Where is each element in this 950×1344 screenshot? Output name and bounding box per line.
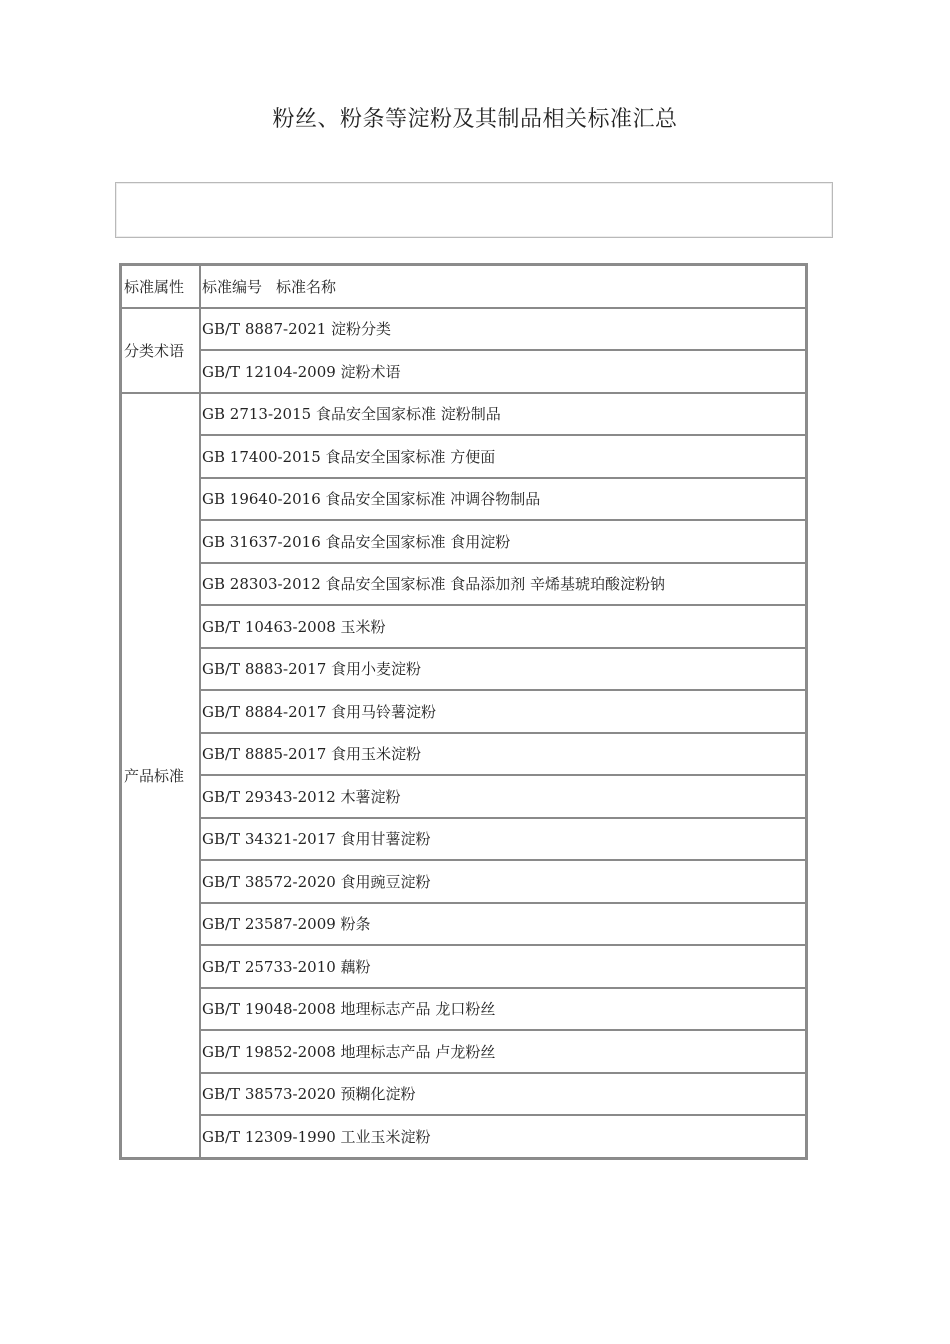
empty-text-box [115,182,833,238]
standard-cell: GB 31637-2016 食品安全国家标准 食用淀粉 [200,520,806,563]
standard-cell: GB/T 23587-2009 粉条 [200,903,806,946]
standard-cell: GB 28303-2012 食品安全国家标准 食品添加剂 辛烯基琥珀酸淀粉钠 [200,563,806,606]
table-row [121,690,806,733]
table-row [121,605,806,648]
table-row [121,520,806,563]
table-row [121,393,806,436]
standard-cell: GB/T 8887-2021 淀粉分类 [200,308,806,351]
standard-cell: GB 19640-2016 食品安全国家标准 冲调谷物制品 [200,478,806,521]
header-code-label: 标准编号 [202,277,263,296]
table-row [121,903,806,946]
table-row [121,478,806,521]
table-row [121,308,806,351]
standard-cell: GB/T 8885-2017 食用玉米淀粉 [200,733,806,776]
table-row [121,648,806,691]
page-title: 粉丝、粉条等淀粉及其制品相关标准汇总 [272,107,678,132]
table-row [121,1030,806,1073]
standard-cell: GB/T 19048-2008 地理标志产品 龙口粉丝 [200,988,806,1031]
table-row [121,818,806,861]
standard-cell: GB 17400-2015 食品安全国家标准 方便面 [200,435,806,478]
table-row [121,775,806,818]
table-row [121,435,806,478]
table-row [121,1115,806,1158]
table-header-row [121,265,806,308]
standard-cell: GB/T 12104-2009 淀粉术语 [200,350,806,393]
standard-cell: GB/T 29343-2012 木薯淀粉 [200,775,806,818]
table-row [121,945,806,988]
table-row [121,860,806,903]
standards-table [119,263,808,1160]
table-row [121,350,806,393]
standard-cell: GB/T 8883-2017 食用小麦淀粉 [200,648,806,691]
standard-cell: GB/T 25733-2010 藕粉 [200,945,806,988]
standard-cell: GB/T 34321-2017 食用甘薯淀粉 [200,818,806,861]
header-code-name-cell [200,265,806,308]
standard-cell: GB/T 38572-2020 食用豌豆淀粉 [200,860,806,903]
table-row [121,988,806,1031]
standard-cell: GB/T 19852-2008 地理标志产品 卢龙粉丝 [200,1030,806,1073]
table-row [121,563,806,606]
standard-cell: GB/T 10463-2008 玉米粉 [200,605,806,648]
group-attr-cell: 分类术语 [121,308,200,393]
group-attr-cell: 产品标准 [121,393,200,1158]
table-row [121,733,806,776]
table-row [121,1073,806,1116]
standard-cell: GB/T 8884-2017 食用马铃薯淀粉 [200,690,806,733]
standard-cell: GB/T 12309-1990 工业玉米淀粉 [200,1115,806,1158]
standard-cell: GB 2713-2015 食品安全国家标准 淀粉制品 [200,393,806,436]
header-attr-cell: 标准属性 [121,265,200,308]
standard-cell: GB/T 38573-2020 预糊化淀粉 [200,1073,806,1116]
header-name-label: 标准名称 [276,277,337,296]
